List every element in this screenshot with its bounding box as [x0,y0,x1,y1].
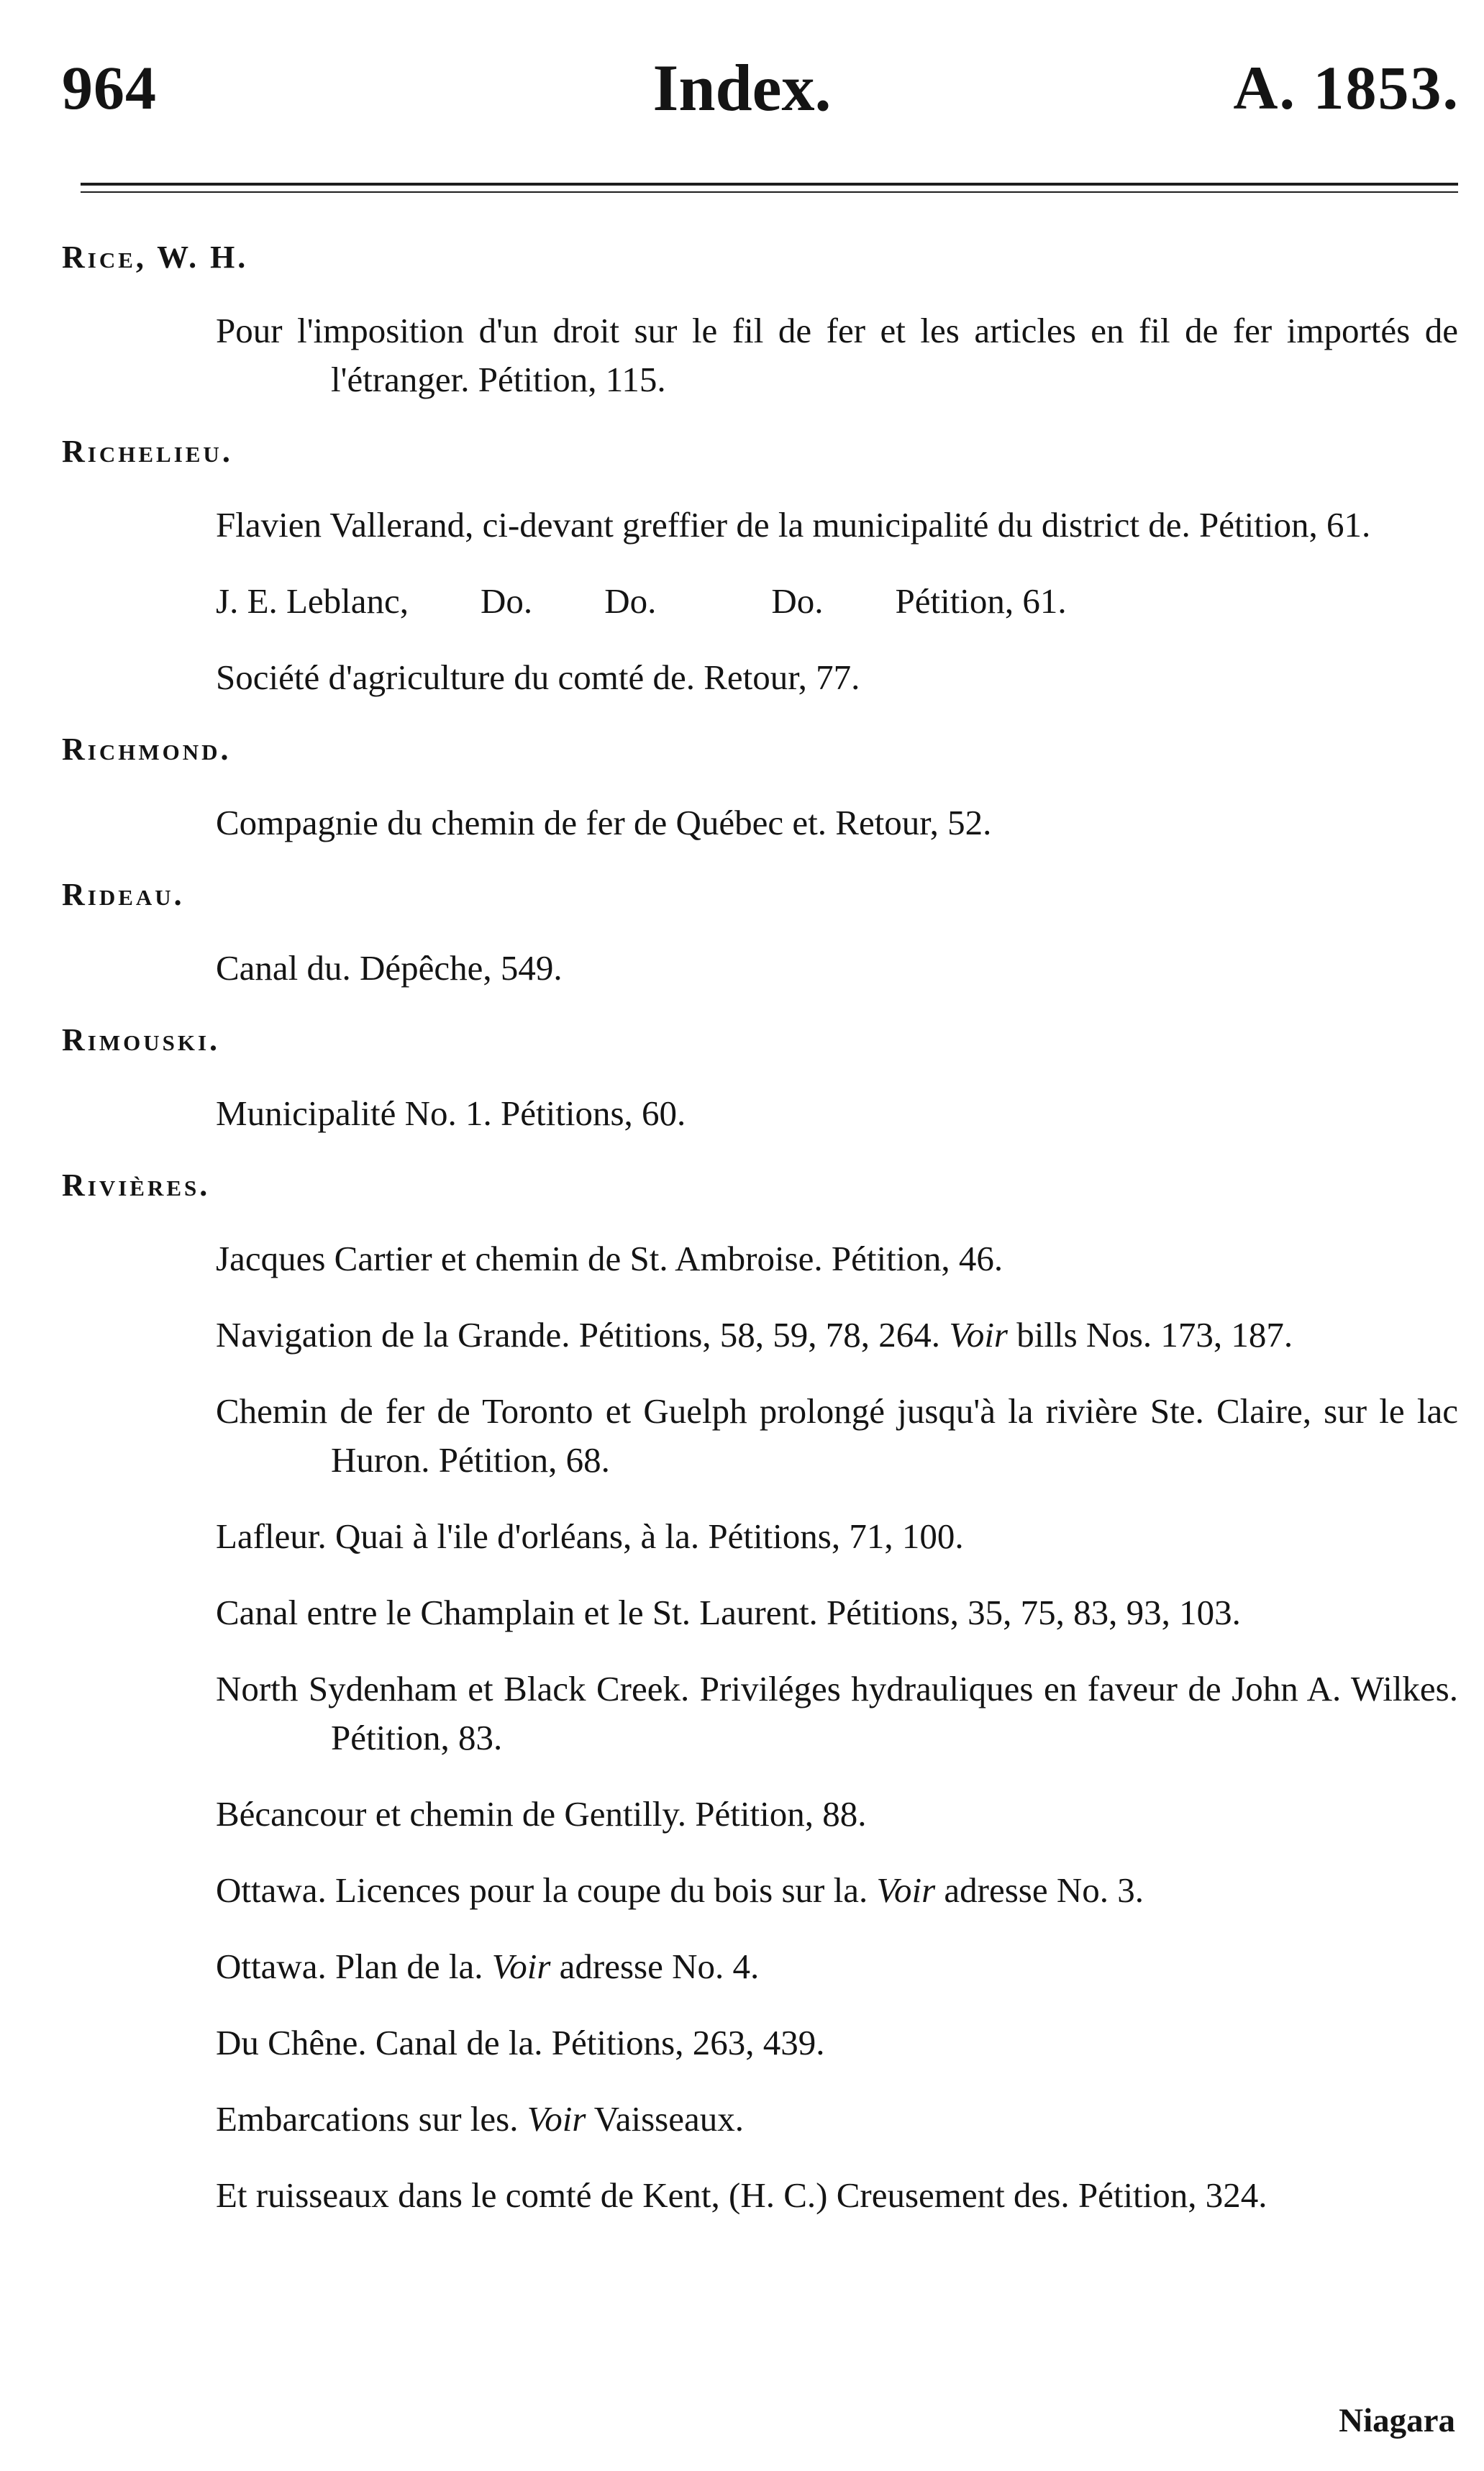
ditto-mark: Do. [771,581,824,621]
section-heading-rivieres: Rivières. [62,1168,211,1203]
index-entry: Canal entre le Champlain et le St. Laurent. Pétitions, 35, 75, 83, 93, 103. [216,1593,1241,1632]
index-entry [216,1942,1458,1991]
header-rule-thin [81,191,1458,193]
page-year: A. 1853. [1233,53,1460,122]
entry-text: adresse No. 3. [944,1870,1144,1910]
ditto-mark: Do. [604,581,657,621]
entry-text: Ottawa. Licences pour la coupe du bois sur la. [216,1870,868,1910]
section-heading-richmond: Richmond. [62,732,232,767]
index-entry [216,1866,1458,1915]
index-entry: Chemin de fer de Toronto et Guelph prolongé jusqu'à la rivière Ste. Claire, sur le lac Huron. Pétition, 68. [216,1391,1458,1480]
entry-text: Embarcations sur les. [216,2099,519,2139]
index-entry: Société d'agriculture du comté de. Retour, 77. [216,657,860,697]
section-heading-rice: Rice, W. H. [62,240,249,275]
voir-label: Voir [491,1947,551,1986]
entry-text: Navigation de la Grande. Pétitions, 58, 59, 78, 264. [216,1315,941,1355]
index-entry-ditto [216,577,1458,626]
index-entry [216,1311,1458,1360]
section-heading-richelieu: Richelieu. [62,434,233,469]
index-entry: Bécancour et chemin de Gentilly. Pétition, 88. [216,1794,867,1834]
index-entry: North Sydenham et Black Creek. Priviléges hydrauliques en faveur de John A. Wilkes. Pétition, 83. [216,1669,1458,1757]
voir-label: Voir [527,2099,586,2139]
index-entry: Flavien Vallerand, ci-devant greffier de la municipalité du district de. Pétition, 61. [216,505,1371,545]
index-entry: Du Chêne. Canal de la. Pétitions, 263, 439. [216,2023,825,2062]
index-entry: Et ruisseaux dans le comté de Kent, (H. C.) Creusement des. Pétition, 324. [216,2175,1267,2215]
section-heading-rimouski: Rimouski. [62,1022,221,1057]
index-entry: Canal du. Dépêche, 549. [216,948,563,988]
index-entry: Lafleur. Quai à l'ile d'orléans, à la. Pétitions, 71, 100. [216,1516,964,1556]
section-heading-rideau: Rideau. [62,877,185,912]
page-number: 964 [62,53,157,122]
index-entry: Pour l'imposition d'un droit sur le fil de fer et les articles en fil de fer importés de l'étranger. Pétition, 115. [216,311,1458,399]
index-entry: Compagnie du chemin de fer de Québec et. Retour, 52. [216,803,992,842]
ditto-mark: Do. [481,581,533,621]
index-body [0,237,1484,2247]
entry-name: J. E. Leblanc, [216,581,409,621]
index-entry: Jacques Cartier et chemin de St. Ambroise. Pétition, 46. [216,1239,1003,1278]
voir-label: Voir [949,1315,1008,1355]
entry-text: Ottawa. Plan de la. [216,1947,483,1986]
entry-text: adresse No. 4. [559,1947,760,1986]
header-rule [81,183,1458,186]
index-entry: Municipalité No. 1. Pétitions, 60. [216,1093,686,1133]
entry-reference: Pétition, 61. [895,581,1067,621]
page-title: Index. [652,51,832,124]
entry-text: bills Nos. 173, 187. [1016,1315,1293,1355]
index-entry [216,2095,1458,2144]
entry-text: Vaisseaux. [593,2099,744,2139]
catchword: Niagara [1339,2402,1455,2439]
voir-label: Voir [876,1870,936,1910]
